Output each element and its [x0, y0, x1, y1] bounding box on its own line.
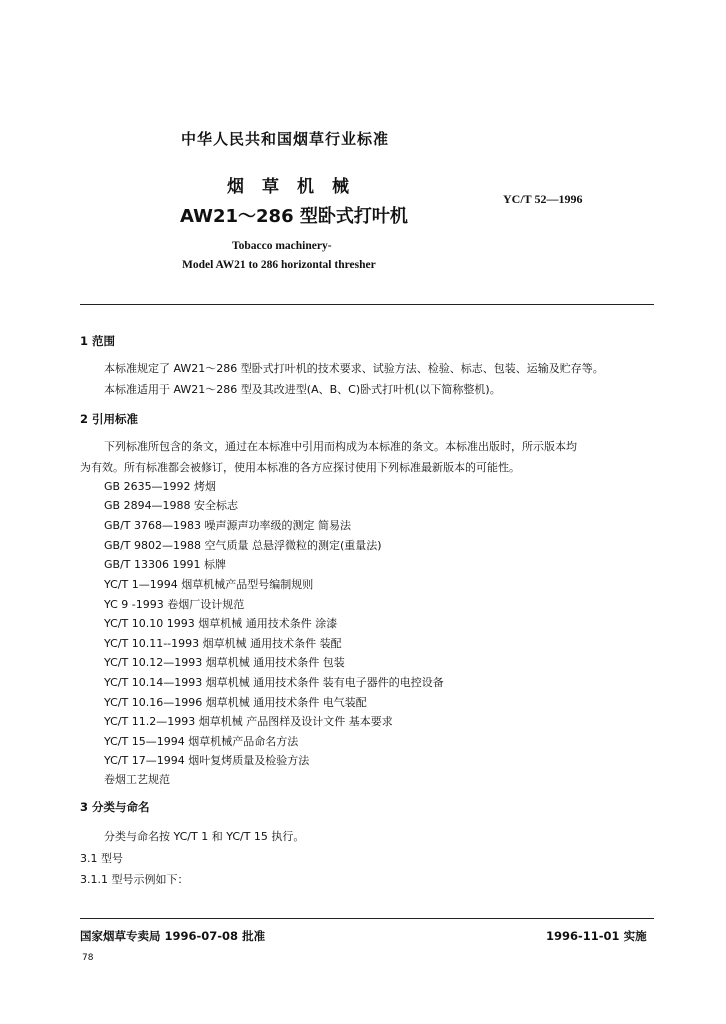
reference-item: YC/T 1—1994 烟草机械产品型号编制规则: [104, 578, 314, 591]
page-number: 78: [82, 953, 94, 963]
reference-item: YC/T 15—1994 烟草机械产品命名方法: [104, 735, 299, 748]
section-1-paragraph-1: 本标准规定了 AW21～286 型卧式打叶机的技术要求、试验方法、检验、标志、包装、运输及贮存等。: [104, 362, 604, 375]
reference-item: GB 2894—1988 安全标志: [104, 499, 239, 512]
reference-item: YC/T 10.16—1996 烟草机械 通用技术条件 电气装配: [104, 696, 367, 709]
reference-item: GB/T 13306 1991 标牌: [104, 558, 226, 571]
section-2-paragraph-2: 为有效。所有标准都会被修订，使用本标准的各方应探讨使用下列标准最新版本的可能性。: [80, 461, 520, 474]
reference-item: YC/T 10.14—1993 烟草机械 通用技术条件 装有电子器件的电控设备: [104, 676, 444, 689]
reference-item: GB/T 9802—1988 空气质量 总悬浮微粒的测定(重量法): [104, 539, 382, 552]
section-2-paragraph-1: 下列标准所包含的条文，通过在本标准中引用而构成为本标准的条文。本标准出版时，所示版本均: [104, 440, 577, 453]
section-3-1-heading: 3.1 型号: [80, 852, 123, 865]
issuing-organization: 中华人民共和国烟草行业标准: [181, 130, 390, 148]
document-title-en-line2: Model AW21 to 286 horizontal thresher: [182, 259, 376, 271]
reference-item: YC/T 10.11--1993 烟草机械 通用技术条件 装配: [104, 637, 342, 650]
header-divider: [80, 304, 654, 305]
document-title-en-line1: Tobacco machinery-: [232, 240, 332, 252]
section-3-paragraph: 分类与命名按 YC/T 1 和 YC/T 15 执行。: [104, 830, 305, 843]
reference-item: YC/T 11.2—1993 烟草机械 产品图样及设计文件 基本要求: [104, 715, 393, 728]
section-3-heading: 3 分类与命名: [80, 800, 150, 814]
reference-item: YC/T 17—1994 烟叶复烤质量及检验方法: [104, 754, 310, 767]
footer-divider: [80, 918, 654, 919]
section-1-paragraph-2: 本标准适用于 AW21～286 型及其改进型(A、B、C)卧式打叶机(以下简称整机)。: [104, 383, 501, 396]
reference-item: YC/T 10.10 1993 烟草机械 通用技术条件 涂漆: [104, 617, 338, 630]
reference-item: GB/T 3768—1983 噪声源声功率级的测定 简易法: [104, 519, 351, 532]
approval-statement: 国家烟草专卖局 1996-07-08 批准: [80, 929, 266, 943]
reference-item: YC/T 10.12—1993 烟草机械 通用技术条件 包装: [104, 656, 345, 669]
section-3-1-1-heading: 3.1.1 型号示例如下：: [80, 873, 189, 886]
reference-item: GB 2635—1992 烤烟: [104, 480, 217, 493]
effective-date: 1996-11-01 实施: [546, 929, 647, 943]
document-title-cn-line2: AW21～286 型卧式打叶机: [180, 206, 408, 227]
reference-item: 卷烟工艺规范: [104, 773, 170, 786]
document-title-cn-line1: 烟草机械: [227, 177, 367, 197]
reference-item: YC 9 -1993 卷烟厂设计规范: [104, 598, 245, 611]
standard-code: YC/T 52—1996: [503, 192, 583, 206]
section-2-heading: 2 引用标准: [80, 412, 139, 426]
section-1-heading: 1 范围: [80, 334, 116, 348]
